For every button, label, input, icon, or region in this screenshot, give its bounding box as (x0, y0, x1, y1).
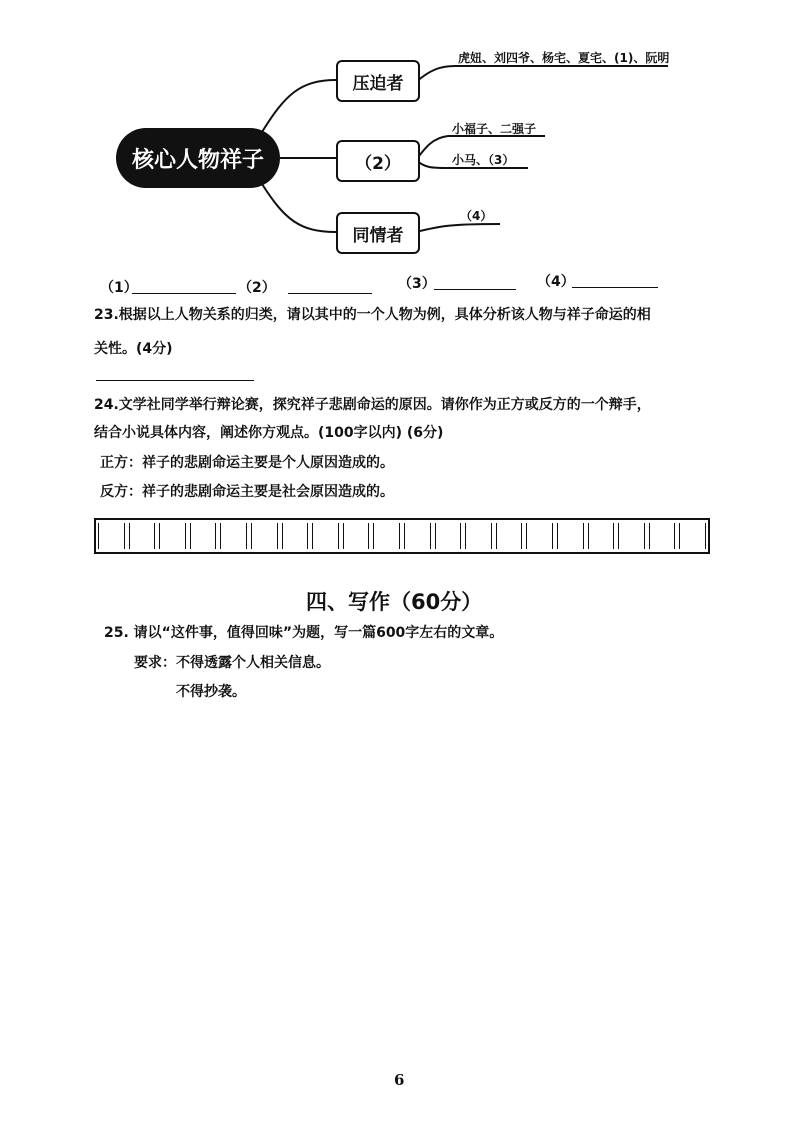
q24-con: 反方：祥子的悲剧命运主要是社会原因造成的。 (100, 484, 394, 500)
grid-cell[interactable] (496, 523, 523, 549)
grid-cell[interactable] (129, 523, 156, 549)
grid-cell[interactable] (251, 523, 278, 549)
blank-label-4: （4） (537, 274, 575, 290)
q24-line2: 结合小说具体内容，阐述你方观点。(100字以内) (6分) (94, 425, 444, 441)
grid-cell[interactable] (220, 523, 247, 549)
q24-pro: 正方：祥子的悲剧命运主要是个人原因造成的。 (100, 455, 394, 471)
branch-oppressor: 压迫者 (336, 60, 420, 102)
q23-line1: 23.根据以上人物关系的归类，请以其中的一个人物为例，具体分析该人物与祥子命运的相 (94, 307, 651, 323)
q23-line2: 关性。(4分) (94, 341, 173, 357)
branch2-note-a: 小福子、二强子 (452, 122, 537, 136)
section-title: 四、写作（60分） (306, 590, 483, 614)
blank-label-3: （3） (398, 276, 436, 292)
grid-cell[interactable] (649, 523, 676, 549)
grid-cell[interactable] (526, 523, 553, 549)
q25-req1: 要求：不得透露个人相关信息。 (134, 655, 330, 671)
branch3-note: （4） (460, 209, 493, 223)
grid-cell[interactable] (588, 523, 615, 549)
grid-cell[interactable] (159, 523, 186, 549)
blank-line-4[interactable] (572, 287, 658, 288)
q25-line1: 25. 请以“这件事，值得回味”为题，写一篇600字左右的文章。 (104, 625, 504, 641)
branch-sympathizer: 同情者 (336, 212, 420, 254)
branch2-note-b: 小马、（3） (452, 153, 515, 167)
q25-req2: 不得抄袭。 (176, 684, 246, 700)
blank-line-2[interactable] (288, 293, 372, 294)
branch-2: （2） (336, 140, 420, 182)
grid-cell[interactable] (435, 523, 462, 549)
grid-cell[interactable] (373, 523, 400, 549)
grid-cell[interactable] (679, 523, 706, 549)
grid-cell[interactable] (98, 523, 125, 549)
grid-cell[interactable] (465, 523, 492, 549)
answer-grid[interactable] (94, 518, 710, 554)
grid-cell[interactable] (282, 523, 309, 549)
blank-label-1: （1） (100, 280, 138, 296)
grid-cell[interactable] (404, 523, 431, 549)
blank-label-2: （2） (238, 280, 276, 296)
grid-cell[interactable] (343, 523, 370, 549)
q24-line1: 24.文学社同学举行辩论赛，探究祥子悲剧命运的原因。请你作为正方或反方的一个辩手， (94, 397, 651, 413)
blank-line-1[interactable] (132, 293, 236, 294)
q23-answer-line[interactable] (96, 380, 254, 381)
mindmap-core-node: 核心人物祥子 (116, 128, 280, 188)
page-number: 6 (394, 1071, 405, 1089)
branch1-note: 虎妞、刘四爷、杨宅、夏宅、(1)、阮明 (458, 51, 670, 65)
grid-cell[interactable] (190, 523, 217, 549)
blank-line-3[interactable] (434, 289, 516, 290)
grid-cell[interactable] (618, 523, 645, 549)
grid-cell[interactable] (557, 523, 584, 549)
grid-cell[interactable] (312, 523, 339, 549)
